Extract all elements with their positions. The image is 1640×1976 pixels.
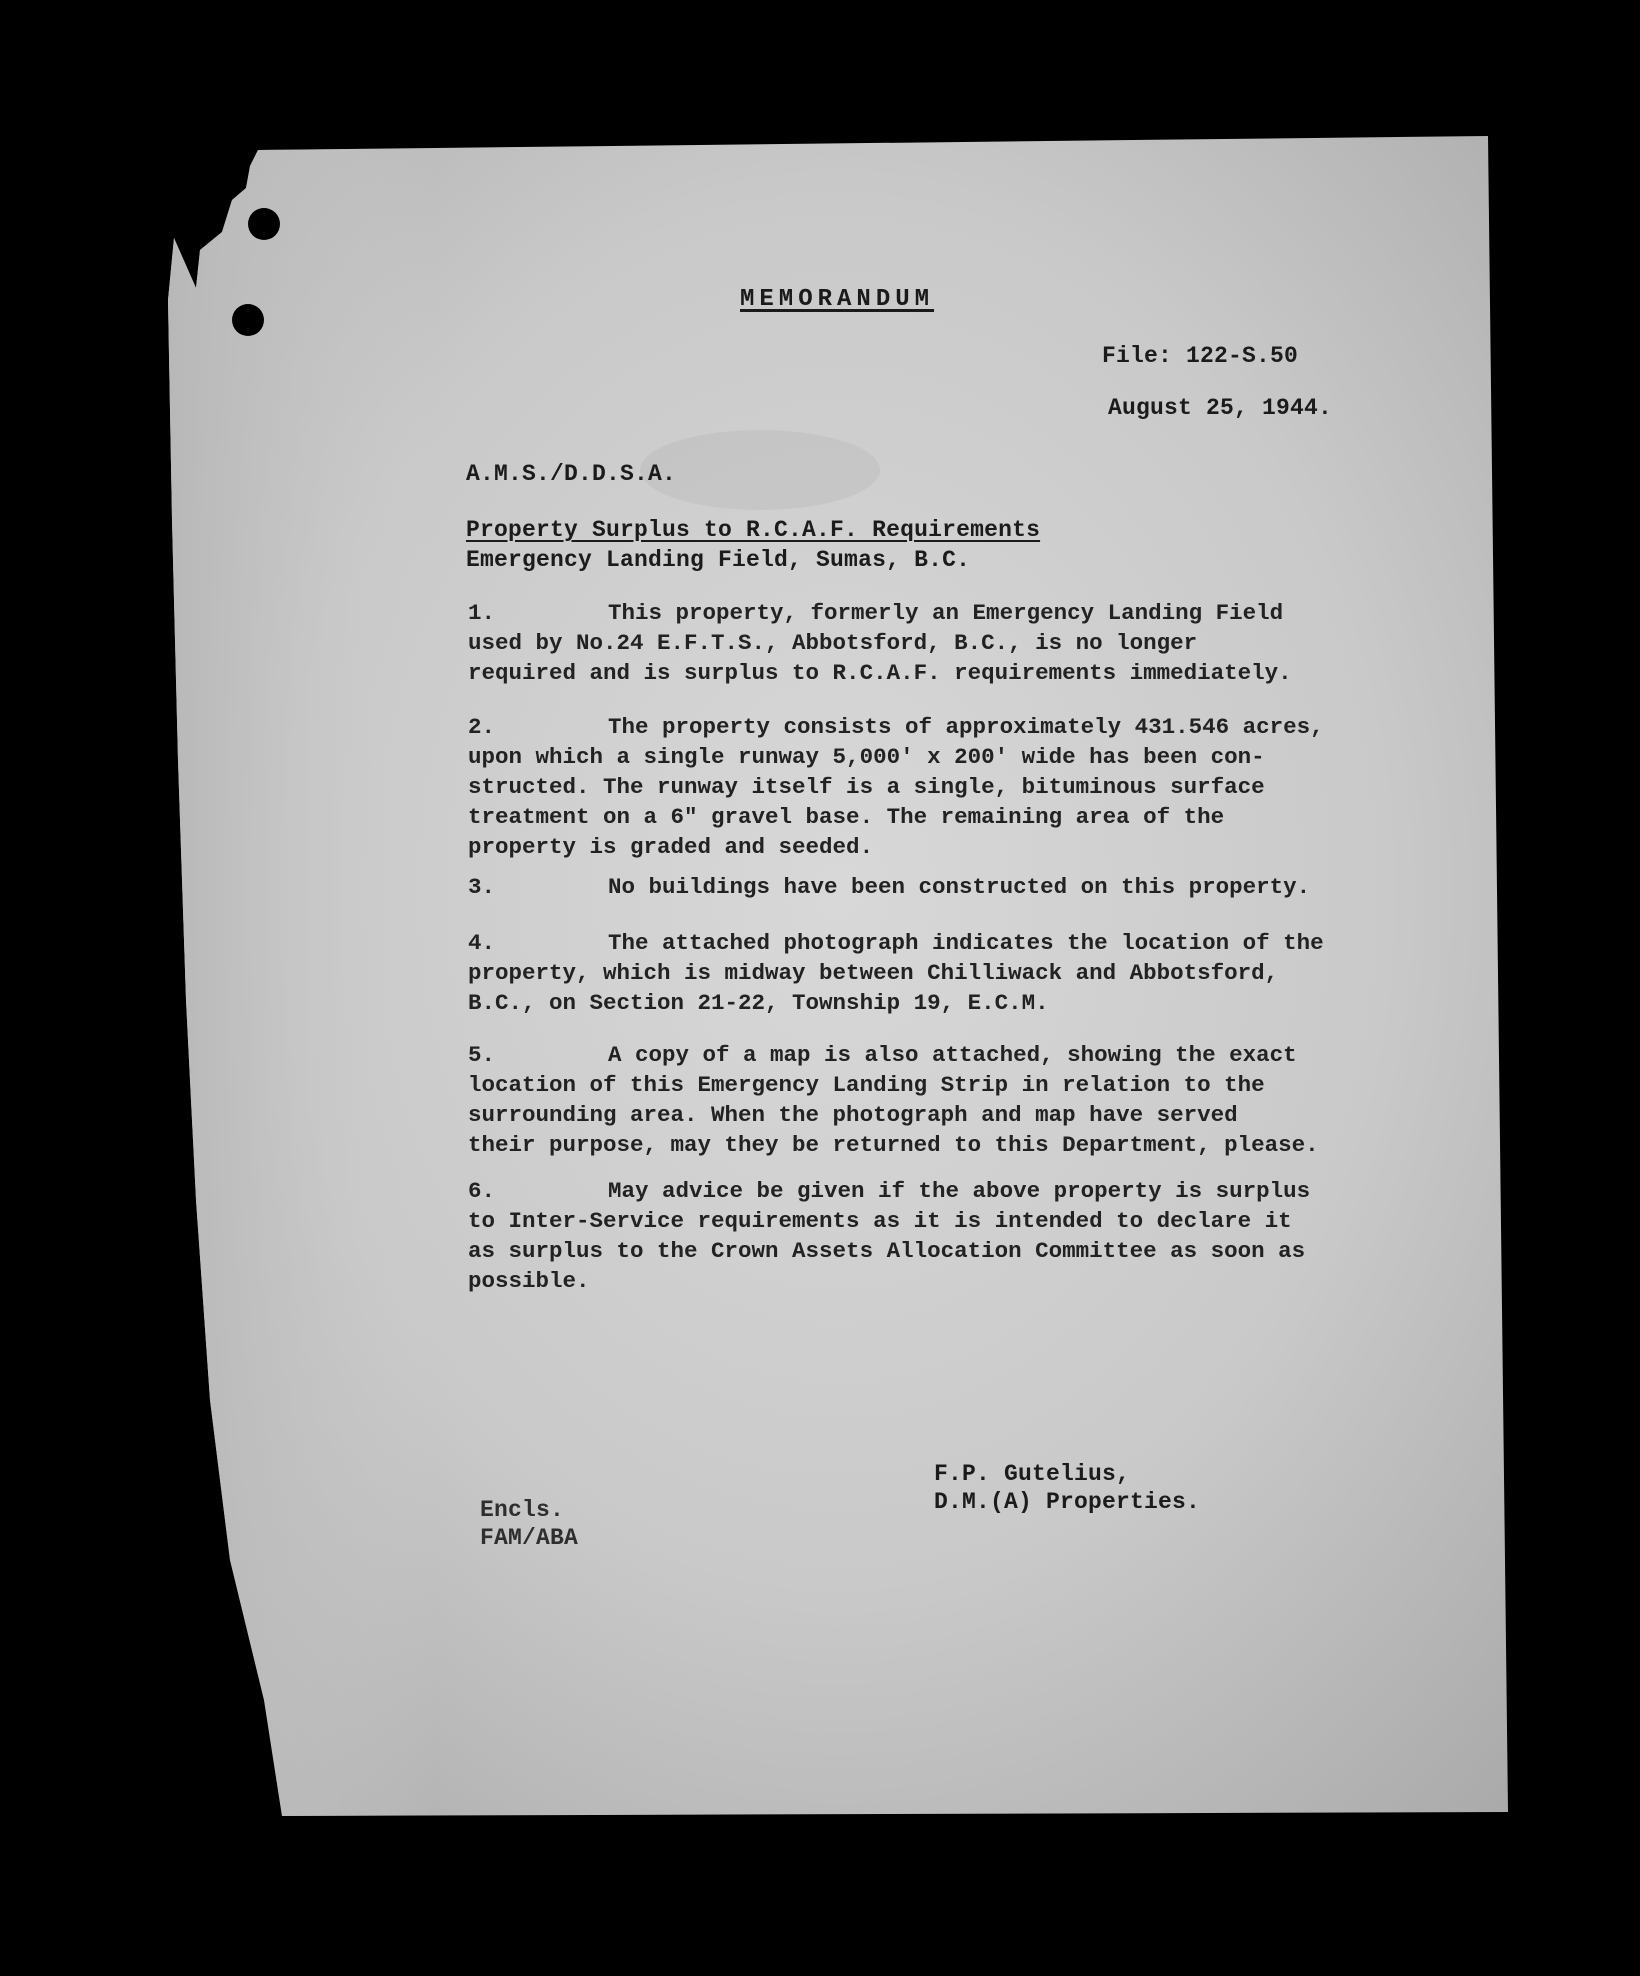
- punch-hole-bottom: [232, 304, 264, 336]
- paragraph-line: No buildings have been constructed on this property.: [608, 874, 1311, 900]
- paragraph-5: [468, 1040, 1348, 1160]
- paragraph-line: treatment on a 6" gravel base. The remaining area of the: [468, 804, 1225, 830]
- paragraph-line: structed. The runway itself is a single, bituminous surface: [468, 774, 1265, 800]
- paragraph-number: 6.: [468, 1178, 496, 1204]
- paragraph-2: [468, 712, 1348, 862]
- signature-name: F.P. Gutelius,: [934, 1461, 1131, 1487]
- subject-subheading: Emergency Landing Field, Sumas, B.C.: [466, 547, 971, 573]
- paragraph-number: 2.: [468, 714, 496, 740]
- memo-date: August 25, 1944.: [1108, 395, 1333, 421]
- subject-heading: Property Surplus to R.C.A.F. Requirements: [466, 517, 1041, 543]
- paragraph-line: used by No.24 E.F.T.S., Abbotsford, B.C., is no longer: [468, 630, 1198, 656]
- paragraph-line: A copy of a map is also attached, showing the exact: [608, 1042, 1297, 1068]
- paragraph-number: 4.: [468, 930, 496, 956]
- typist-initials: FAM/ABA: [480, 1525, 579, 1551]
- punch-hole-top: [248, 208, 280, 240]
- paragraph-line: required and is surplus to R.C.A.F. requirements immediately.: [468, 660, 1292, 686]
- paragraph-line: location of this Emergency Landing Strip in relation to the: [468, 1072, 1265, 1098]
- paragraph-1: [468, 598, 1348, 688]
- paragraph-line: to Inter-Service requirements as it is intended to declare it: [468, 1208, 1292, 1234]
- paragraph-line: possible.: [468, 1268, 590, 1294]
- paragraph-line: May advice be given if the above property is surplus: [608, 1178, 1311, 1204]
- paragraph-number: 5.: [468, 1042, 496, 1068]
- memo-title: MEMORANDUM: [740, 286, 935, 313]
- enclosures-note: Encls.: [480, 1497, 565, 1523]
- file-reference: File: 122-S.50: [1102, 343, 1299, 369]
- paragraph-line: The attached photograph indicates the location of the: [608, 930, 1324, 956]
- paragraph-number: 3.: [468, 874, 496, 900]
- paragraph-6: [468, 1176, 1348, 1296]
- paragraph-line: upon which a single runway 5,000' x 200' wide has been con-: [468, 744, 1265, 770]
- signature-title: D.M.(A) Properties.: [934, 1489, 1201, 1515]
- paragraph-line: The property consists of approximately 431.546 acres,: [608, 714, 1324, 740]
- paragraph-line: B.C., on Section 21-22, Township 19, E.C.M.: [468, 990, 1049, 1016]
- addressee: A.M.S./D.D.S.A.: [466, 461, 677, 487]
- paragraph-line: as surplus to the Crown Assets Allocation Committee as soon as: [468, 1238, 1306, 1264]
- paragraph-line: surrounding area. When the photograph and map have served: [468, 1102, 1238, 1128]
- paragraph-line: property is graded and seeded.: [468, 834, 874, 860]
- paragraph-line: their purpose, may they be returned to this Department, please.: [468, 1132, 1319, 1158]
- paragraph-line: property, which is midway between Chilliwack and Abbotsford,: [468, 960, 1279, 986]
- paragraph-3: [468, 872, 1348, 902]
- paragraph-number: 1.: [468, 600, 496, 626]
- paragraph-4: [468, 928, 1348, 1018]
- paragraph-line: This property, formerly an Emergency Landing Field: [608, 600, 1284, 626]
